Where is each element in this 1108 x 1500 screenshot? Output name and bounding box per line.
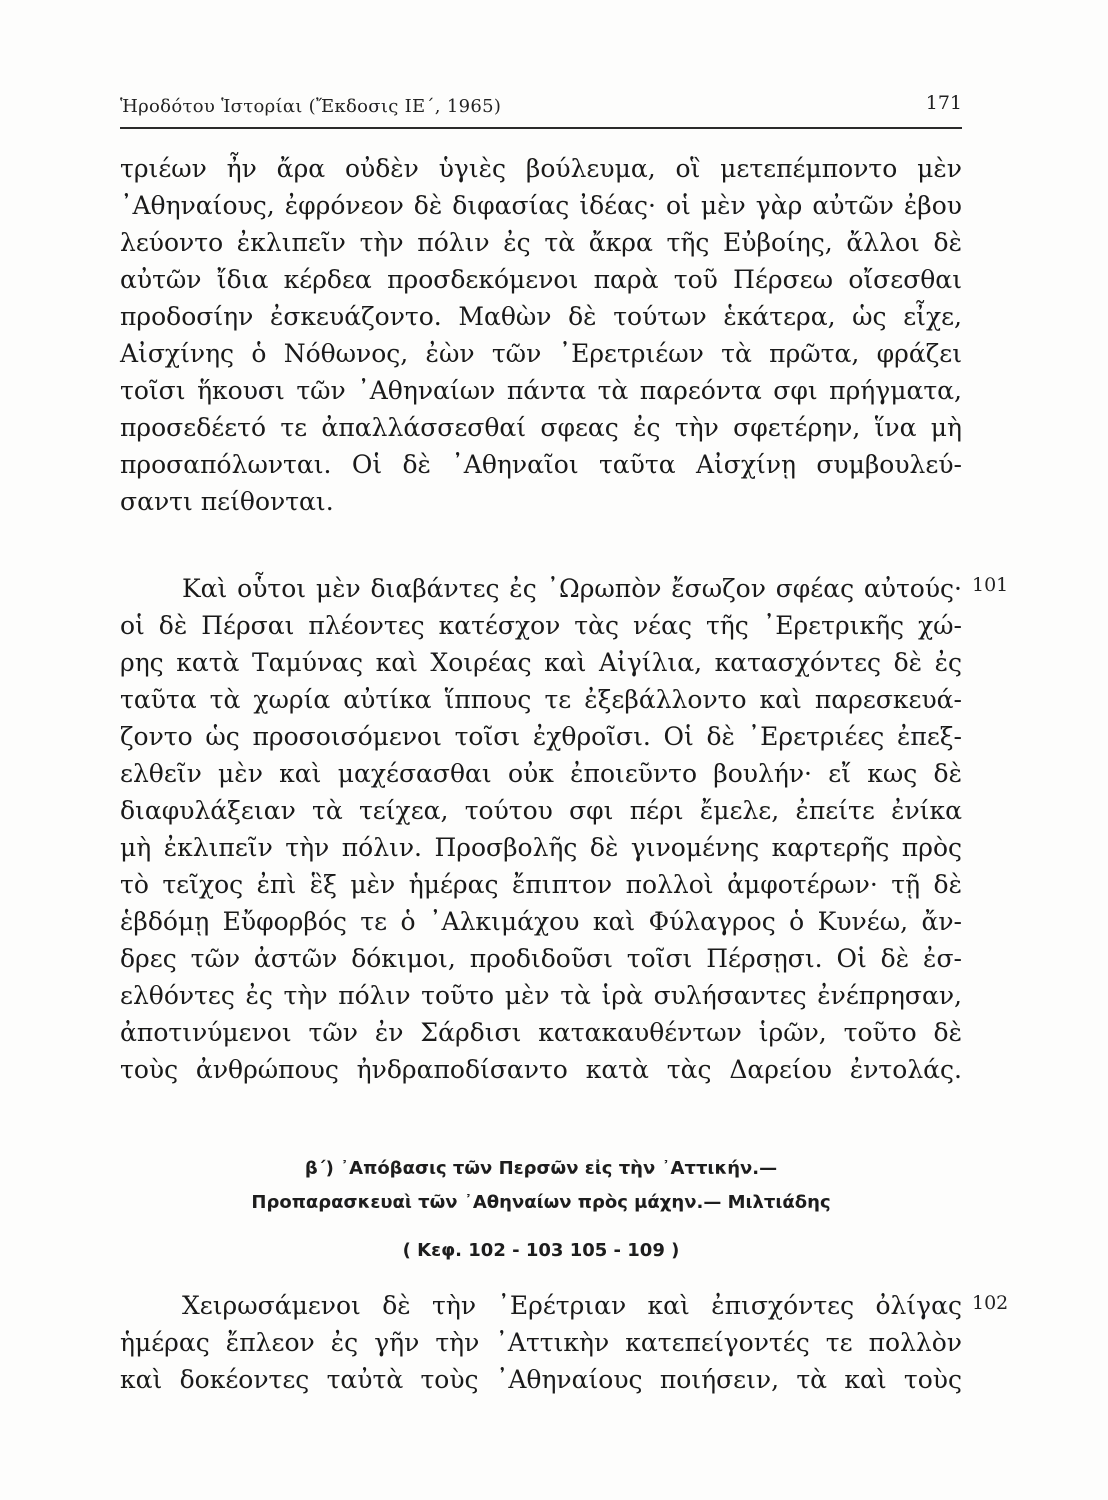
- chapter-number-102: 102: [972, 1292, 1009, 1314]
- text-line: δρες τῶν ἀστῶν δόκιμοι, προδιδοῦσι τοῖσι Πέρσῃσι. Οἱ δὲ ἐσ-: [120, 944, 962, 973]
- text-line: τὸ τεῖχος ἐπὶ ἓξ μὲν ἡμέρας ἔπιπτον πολλοὶ ἀμφοτέρων· τῇ δὲ: [120, 870, 962, 899]
- page-number: 171: [925, 92, 962, 114]
- header-rule: [120, 127, 962, 129]
- section-heading-line-2: Προπαρασκευαὶ τῶν ᾽Αθηναίων πρὸς μάχην.— Μιλτιάδης: [251, 1192, 831, 1213]
- section-heading: [120, 1152, 962, 1220]
- text-line: ελθεῖν μὲν καὶ μαχέσασθαι οὐκ ἐποιεῦντο βουλήν· εἴ κως δὲ: [120, 759, 962, 788]
- text-line: καὶ δοκέοντες ταὐτὰ τοὺς ᾽Αθηναίους ποιήσειν, τὰ καὶ τοὺς: [120, 1365, 962, 1394]
- text-line: σαντι πείθονται.: [120, 487, 334, 516]
- text-line: διαφυλάξειαν τὰ τείχεα, τούτου σφι πέρι ἔμελε, ἐπείτε ἐνίκα: [120, 796, 962, 825]
- paragraph-1: [120, 150, 962, 520]
- text-line: ρης κατὰ Ταμύνας καὶ Χοιρέας καὶ Αἰγίλια, κατασχόντες δὲ ἐς: [120, 648, 962, 677]
- text-line: προδοσίην ἐσκευάζοντο. Μαθὼν δὲ τούτων ἑκάτερα, ὡς εἶχε,: [120, 302, 962, 331]
- paragraph-2: [120, 570, 962, 1088]
- section-heading-line-1: β΄) ᾽Απόβασις τῶν Περσῶν εἰς τὴν ᾽Αττικήν.—: [304, 1158, 778, 1179]
- text-line: ᾽Αθηναίους, ἐφρόνεον δὲ διφασίας ἰδέας· οἱ μὲν γὰρ αὐτῶν ἐβου: [120, 191, 962, 220]
- text-line: Αἰσχίνης ὁ Νόθωνος, ἐὼν τῶν ᾽Ερετριέων τὰ πρῶτα, φράζει: [120, 339, 962, 368]
- text-line: μὴ ἐκλιπεῖν τὴν πόλιν. Προσβολῆς δὲ γινομένης καρτερῆς πρὸς: [120, 833, 962, 862]
- text-line: Καὶ οὗτοι μὲν διαβάντες ἐς ᾽Ωρωπὸν ἔσωζον σφέας αὐτούς·: [182, 574, 962, 603]
- text-line: ἀποτινύμενοι τῶν ἐν Σάρδισι κατακαυθέντων ἱρῶν, τοῦτο δὲ: [120, 1018, 962, 1047]
- text-line: τοῖσι ἥκουσι τῶν ᾽Αθηναίων πάντα τὰ παρεόντα σφι πρήγματα,: [120, 376, 962, 405]
- book-title: Ἡροδότου Ἱστορίαι (Ἔκδοσις ΙΕ΄, 1965): [120, 96, 502, 117]
- text-line: ἡμέρας ἔπλεον ἐς γῆν τὴν ᾽Αττικὴν κατεπείγοντές τε πολλὸν: [120, 1328, 962, 1357]
- text-line: οἱ δὲ Πέρσαι πλέοντες κατέσχον τὰς νέας τῆς ᾽Ερετρικῆς χώ-: [120, 611, 962, 640]
- text-line: ζοντο ὡς προσοισόμενοι τοῖσι ἐχθροῖσι. Οἱ δὲ ᾽Ερετριέες ἐπεξ-: [120, 722, 962, 751]
- text-line: προσαπόλωνται. Οἱ δὲ ᾽Αθηναῖοι ταῦτα Αἰσχίνῃ συμβουλεύ-: [120, 450, 962, 479]
- text-line: αὐτῶν ἴδια κέρδεα προσδεκόμενοι παρὰ τοῦ Πέρσεω οἴσεσθαι: [120, 265, 962, 294]
- paragraph-3: [120, 1287, 962, 1398]
- running-head: [120, 92, 962, 122]
- text-line: ταῦτα τὰ χωρία αὐτίκα ἵππους τε ἐξεβάλλοντο καὶ παρεσκευά-: [120, 685, 962, 714]
- text-line: Χειρωσάμενοι δὲ τὴν ᾽Ερέτριαν καὶ ἐπισχόντες ὀλίγας: [182, 1291, 962, 1320]
- text-line: τριέων ἦν ἄρα οὐδὲν ὑγιὲς βούλευμα, οἳ μετεπέμποντο μὲν: [120, 154, 962, 183]
- chapter-reference: ( Κεφ. 102 - 103 105 - 109 ): [402, 1240, 680, 1261]
- text-line: λεύοντο ἐκλιπεῖν τὴν πόλιν ἐς τὰ ἄκρα τῆς Εὐβοίης, ἄλλοι δὲ: [120, 228, 962, 257]
- text-line: τοὺς ἀνθρώπους ἠνδραποδίσαντο κατὰ τὰς Δαρείου ἐντολάς.: [120, 1055, 962, 1084]
- text-line: ελθόντες ἐς τὴν πόλιν τοῦτο μὲν τὰ ἱρὰ συλήσαντες ἐνέπρησαν,: [120, 981, 962, 1010]
- text-line: ἑβδόμῃ Εὔφορβός τε ὁ ᾽Αλκιμάχου καὶ Φύλαγρος ὁ Κυνέω, ἄν-: [120, 907, 962, 936]
- chapter-number-101: 101: [972, 574, 1009, 596]
- text-line: προσεδέετό τε ἀπαλλάσσεσθαί σφεας ἐς τὴν σφετέρην, ἵνα μὴ: [120, 413, 962, 442]
